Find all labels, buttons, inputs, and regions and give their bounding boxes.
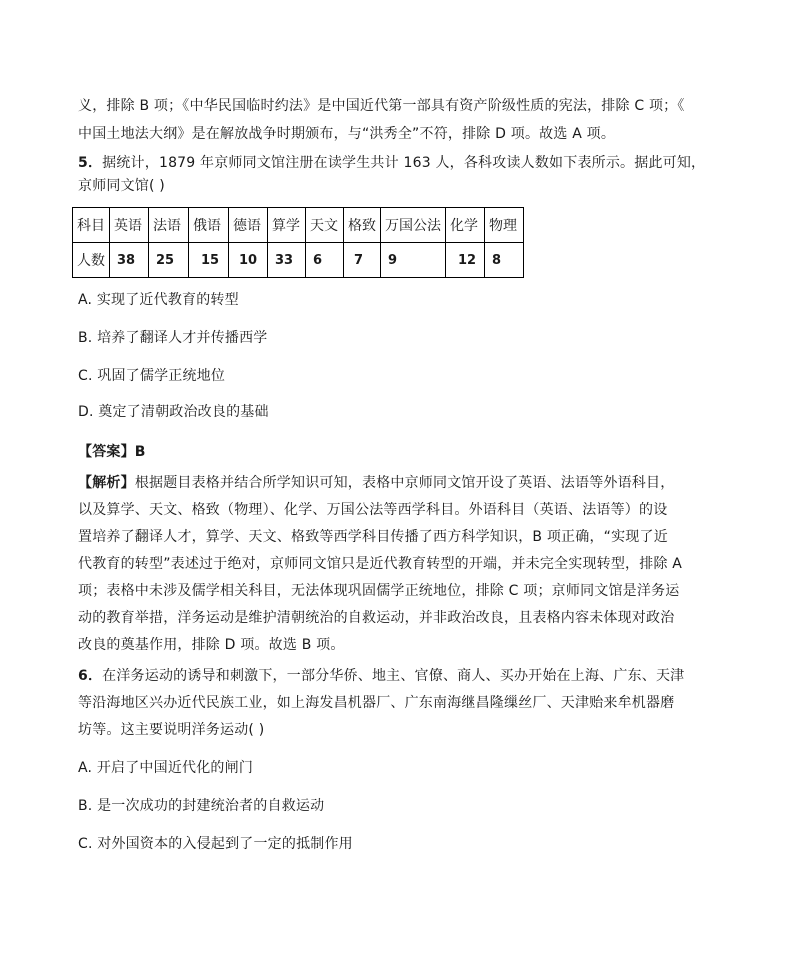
option-a: A. 实现了近代教育的转型 <box>78 292 239 308</box>
paragraph-line: 中国土地法大纲》是在解放战争时期颁布，与“洪秀全”不符，排除 D 项。故选 A 项。 <box>78 126 616 142</box>
table-cell: 人数 <box>73 243 110 278</box>
question-5-text: 据统计，1879 年京师同文馆注册在读学生共计 163 人，各科攻读人数如下表所示。据此可知， <box>102 155 706 171</box>
table-cell: 15 <box>189 243 229 278</box>
table-cell: 物理 <box>485 208 524 243</box>
table-cell: 算学 <box>268 208 306 243</box>
question-6-number: 6． <box>78 668 103 684</box>
table-cell: 9 <box>381 243 446 278</box>
table-cell: 12 <box>446 243 485 278</box>
question-6-line <box>78 667 684 685</box>
analysis-label: 【解析】 <box>78 475 135 491</box>
option-b: B. 是一次成功的封建统治者的自救运动 <box>78 798 325 814</box>
option-c: C. 巩固了儒学正统地位 <box>78 368 226 384</box>
analysis-line: 代教育的转型”表述过于绝对，京师同文馆只是近代教育转型的开端，并未完全实现转型，排除 A <box>78 556 683 572</box>
question-6-stem: 坊等。这主要说明洋务运动( ) <box>78 722 265 738</box>
analysis-line: 项；表格中未涉及儒学相关科目，无法体现巩固儒学正统地位，排除 C 项；京师同文馆是洋务运 <box>78 583 680 599</box>
table-cell: 25 <box>149 243 189 278</box>
table-cell: 格致 <box>344 208 381 243</box>
table-cell: 英语 <box>110 208 149 243</box>
option-b: B. 培养了翻译人才并传播西学 <box>78 330 268 346</box>
table-cell: 7 <box>344 243 381 278</box>
question-6-text: 在洋务运动的诱导和刺激下，一部分华侨、地主、官僚、商人、买办开始在上海、广东、天津 <box>102 668 685 684</box>
option-a: A. 开启了中国近代化的闸门 <box>78 760 254 776</box>
question-6-line: 等沿海地区兴办近代民族工业，如上海发昌机器厂、广东南海继昌隆缫丝厂、天津贻来牟机器磨 <box>78 695 675 711</box>
table-cell: 33 <box>268 243 306 278</box>
answer-line: 【答案】B <box>78 444 146 460</box>
table-cell: 德语 <box>229 208 268 243</box>
option-c: C. 对外国资本的入侵起到了一定的抵制作用 <box>78 836 353 852</box>
table-cell: 10 <box>229 243 268 278</box>
analysis-line: 以及算学、天文、格致（物理）、化学、万国公法等西学科目。外语科目（英语、法语等）的设 <box>78 502 668 518</box>
question-5-line <box>78 154 705 172</box>
analysis-line <box>78 474 674 492</box>
analysis-text: 根据题目表格并结合所学知识可知，表格中京师同文馆开设了英语、法语等外语科目， <box>134 475 675 491</box>
table-data-row <box>73 243 524 278</box>
analysis-line: 改良的奠基作用，排除 D 项。故选 B 项。 <box>78 637 345 653</box>
paragraph-line: 义，排除 B 项；《中华民国临时约法》是中国近代第一部具有资产阶级性质的宪法，排除 C 项；《 <box>78 98 685 114</box>
table-cell: 6 <box>306 243 344 278</box>
analysis-line: 动的教育举措，洋务运动是维护清朝统治的自救运动，并非政治改良，且表格内容未体现对政治 <box>78 610 675 626</box>
option-d: D. 奠定了清朝政治改良的基础 <box>78 404 269 420</box>
table-cell: 科目 <box>73 208 110 243</box>
enrollment-table <box>72 207 524 278</box>
table-cell: 法语 <box>149 208 189 243</box>
question-5-stem: 京师同文馆( ) <box>78 178 165 194</box>
question-5-number: 5． <box>78 155 103 171</box>
table-cell: 化学 <box>446 208 485 243</box>
table-cell: 万国公法 <box>381 208 446 243</box>
table-header-row <box>73 208 524 243</box>
table-cell: 俄语 <box>189 208 229 243</box>
table-cell: 8 <box>485 243 524 278</box>
table-cell: 天文 <box>306 208 344 243</box>
table-cell: 38 <box>110 243 149 278</box>
analysis-line: 置培养了翻译人才，算学、天文、格致等西学科目传播了西方科学知识，B 项正确，“实现了近 <box>78 529 668 545</box>
